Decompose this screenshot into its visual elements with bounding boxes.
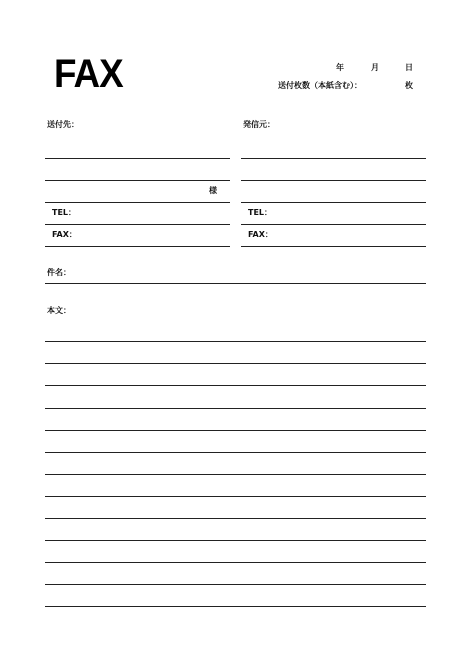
year-label: 年 bbox=[336, 63, 344, 72]
recipient-tel-label: TEL： bbox=[52, 208, 77, 217]
body-line[interactable] bbox=[45, 606, 426, 607]
sender-line-1[interactable] bbox=[241, 158, 426, 159]
recipient-fax-line[interactable] bbox=[45, 246, 230, 247]
sender-tel-line[interactable] bbox=[241, 224, 426, 225]
body-line[interactable] bbox=[45, 385, 426, 386]
recipient-honorific: 様 bbox=[209, 186, 217, 195]
fax-title: FAX bbox=[54, 52, 123, 96]
body-line[interactable] bbox=[45, 363, 426, 364]
body-line[interactable] bbox=[45, 540, 426, 541]
body-line[interactable] bbox=[45, 518, 426, 519]
month-label: 月 bbox=[371, 63, 379, 72]
pages-unit: 枚 bbox=[405, 81, 413, 90]
sender-line-2[interactable] bbox=[241, 180, 426, 181]
recipient-fax-label: FAX： bbox=[52, 230, 77, 239]
body-line[interactable] bbox=[45, 452, 426, 453]
day-label: 日 bbox=[405, 63, 413, 72]
body-line[interactable] bbox=[45, 496, 426, 497]
body-line[interactable] bbox=[45, 474, 426, 475]
sender-label: 発信元： bbox=[243, 120, 275, 129]
subject-label: 件名： bbox=[47, 268, 71, 277]
body-line[interactable] bbox=[45, 430, 426, 431]
body-line[interactable] bbox=[45, 341, 426, 342]
body-line[interactable] bbox=[45, 584, 426, 585]
sender-line-3[interactable] bbox=[241, 202, 426, 203]
recipient-line-2[interactable] bbox=[45, 180, 230, 181]
sender-tel-label: TEL： bbox=[248, 208, 273, 217]
recipient-tel-line[interactable] bbox=[45, 224, 230, 225]
recipient-label: 送付先： bbox=[47, 120, 79, 129]
body-line[interactable] bbox=[45, 562, 426, 563]
recipient-line-3[interactable] bbox=[45, 202, 230, 203]
sender-fax-line[interactable] bbox=[241, 246, 426, 247]
pages-label: 送付枚数（本紙含む）： bbox=[278, 81, 362, 90]
body-label: 本文： bbox=[47, 306, 71, 315]
subject-line[interactable] bbox=[45, 283, 426, 284]
recipient-line-1[interactable] bbox=[45, 158, 230, 159]
sender-fax-label: FAX： bbox=[248, 230, 273, 239]
body-line[interactable] bbox=[45, 408, 426, 409]
